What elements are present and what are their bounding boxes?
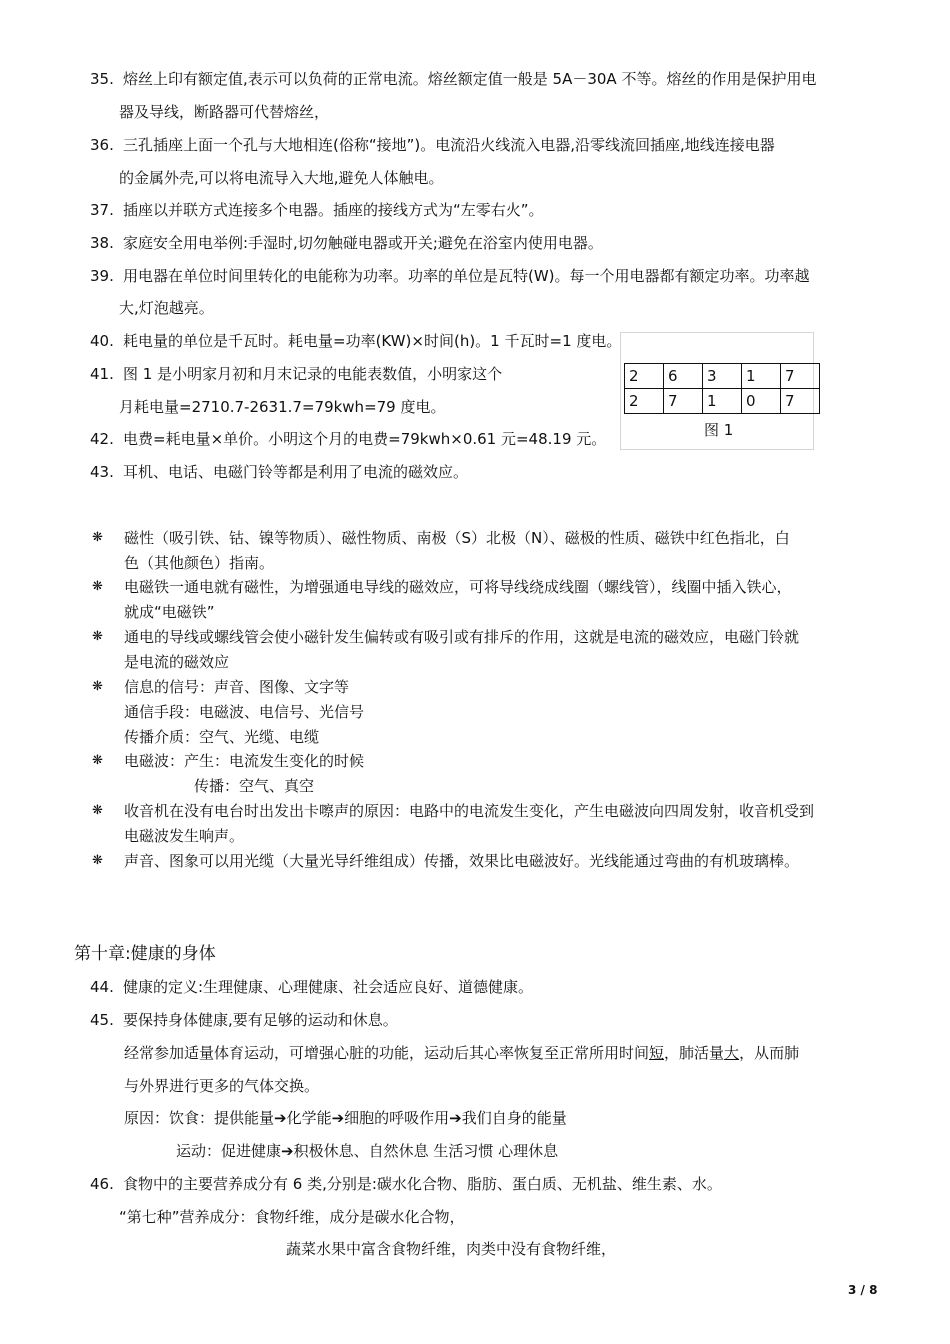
item-37-number: 37. [90,201,114,219]
item-41-text: 图 1 是小明家月初和月末记录的电能表数值，小明家这个 [123,365,503,383]
item-37-text: 插座以并联方式连接多个电器。插座的接线方式为“左零右火”。 [123,201,544,219]
underlined-short: 短 [649,1044,665,1062]
item-43-number: 43. [90,463,114,481]
bullet-6-text: 收音机在没有电台时出发出卡嚓声的原因：电路中的电流发生变化，产生电磁波向四周发射，收音机受到 [124,802,815,820]
item-46-fiber-text: “第七种”营养成分：食物纤维，成分是碳水化合物， [119,1208,465,1226]
underlined-large: 大 [724,1044,740,1062]
item-45-reason-exercise: 运动：促进健康➔积极休息、自然休息 生活习惯 心理休息 [176,1142,559,1160]
text-span: ，肺活量 [664,1044,725,1062]
item-45-reason-diet: 原因：饮食：提供能量➔化学能➔细胞的呼吸作用➔我们自身的能量 [124,1109,567,1127]
text-span: 经常参加适量体育运动，可增强心脏的功能，运动后其心率恢复至正常所用时间 [124,1044,650,1062]
bullet-icon: ❋ [92,530,103,545]
item-43-text: 耳机、电话、电磁门铃等都是利用了电流的磁效应。 [123,463,469,481]
meter-row-start [625,364,820,389]
meter-digit: 0 [742,389,781,414]
item-36-text-cont: 的金属外壳,可以将电流导入大地,避免人体触电。 [119,169,444,187]
meter-digit: 7 [781,389,820,414]
item-35-text: 熔丝上印有额定值,表示可以负荷的正常电流。熔丝额定值一般是 5A－30A 不等。熔丝的作用是保护用电 [123,70,817,88]
bullet-5-text: 电磁波：产生：电流发生变化的时候 [124,752,365,770]
bullet-2-text: 电磁铁一通电就有磁性，为增强通电导线的磁效应，可将导线绕成线圈（螺线管），线圈中插入铁心， [124,578,792,596]
item-40-text: 耗电量的单位是千瓦时。耗电量=功率(KW)×时间(h)。1 千瓦时=1 度电。 [123,332,622,350]
meter-digit: 1 [742,364,781,389]
meter-digit: 7 [781,364,820,389]
bullet-6-text-cont: 电磁波发生响声。 [124,827,245,845]
item-40-number: 40. [90,332,114,350]
meter-digit: 2 [625,389,664,414]
figure-1-caption: 图 1 [704,421,734,439]
item-41-text-cont: 月耗电量=2710.7-2631.7=79kwh=79 度电。 [119,398,446,416]
bullet-4-text: 信息的信号：声音、图像、文字等 [124,678,350,696]
item-42-number: 42. [90,430,114,448]
item-35-text-cont: 器及导线，断路器可代替熔丝， [119,103,330,121]
item-44-number: 44. [90,978,114,996]
meter-digit: 1 [703,389,742,414]
item-46-number: 46. [90,1175,114,1193]
item-38-number: 38. [90,234,114,252]
bullet-icon: ❋ [92,753,103,768]
item-39-text-cont: 大,灯泡越亮。 [119,299,214,317]
item-42-text: 电费=耗电量×单价。小明这个月的电费=79kwh×0.61 元=48.19 元。 [123,430,607,448]
bullet-icon: ❋ [92,579,103,594]
item-45-exercise-text-cont: 与外界进行更多的气体交换。 [124,1077,320,1095]
bullet-3-text: 通电的导线或螺线管会使小磁针发生偏转或有吸引或有排斥的作用，这就是电流的磁效应，电磁门铃就 [124,628,800,646]
item-44-text: 健康的定义:生理健康、心理健康、社会适应良好、道德健康。 [123,978,534,996]
meter-digit: 2 [625,364,664,389]
item-45-number: 45. [90,1011,114,1029]
bullet-1-text: 磁性（吸引铁、钴、镍等物质）、磁性物质、南极（S）北极（N）、磁极的性质、磁铁中红色指北，白 [124,529,790,547]
item-36-number: 36. [90,136,114,154]
item-39-number: 39. [90,267,114,285]
meter-digit: 3 [703,364,742,389]
bullet-icon: ❋ [92,679,103,694]
text-span: ，从而肺 [739,1044,800,1062]
meter-row-end [625,389,820,414]
bullet-icon: ❋ [92,853,103,868]
bullet-3-text-cont: 是电流的磁效应 [124,653,230,671]
meter-digit: 7 [664,389,703,414]
item-46-text: 食物中的主要营养成分有 6 类,分别是:碳水化合物、脂肪、蛋白质、无机盐、维生素、水。 [123,1175,722,1193]
bullet-2-text-cont: 就成“电磁铁” [124,603,215,621]
bullet-1-text-cont: 色（其他颜色）指南。 [124,554,275,572]
item-46-fiber-text-cont: 蔬菜水果中富含食物纤维，肉类中没有食物纤维， [286,1240,617,1258]
item-45-text: 要保持身体健康,要有足够的运动和休息。 [123,1011,398,1029]
meter-digit: 6 [664,364,703,389]
bullet-5-text-cont: 传播：空气、真空 [194,777,315,795]
item-45-exercise-text [124,1043,799,1063]
item-41-number: 41. [90,365,114,383]
bullet-icon: ❋ [92,803,103,818]
item-38-text: 家庭安全用电举例:手湿时,切勿触碰电器或开关;避免在浴室内使用电器。 [123,234,603,252]
bullet-4-text-2: 通信手段：电磁波、电信号、光信号 [124,703,365,721]
bullet-icon: ❋ [92,629,103,644]
item-39-text: 用电器在单位时间里转化的电能称为功率。功率的单位是瓦特(W)。每一个用电器都有额定功率。功率越 [123,267,810,285]
page-number: 3 / 8 [848,1283,878,1297]
meter-readings-table [624,363,820,414]
bullet-4-text-3: 传播介质：空气、光缆、电缆 [124,728,320,746]
chapter-10-title: 第十章:健康的身体 [74,944,216,964]
bullet-7-text: 声音、图象可以用光缆（大量光导纤维组成）传播，效果比电磁波好。光线能通过弯曲的有机玻璃棒。 [124,852,800,870]
item-35-number: 35. [90,70,114,88]
item-36-text: 三孔插座上面一个孔与大地相连(俗称“接地”)。电流沿火线流入电器,沿零线流回插座,地线连接电器 [123,136,775,154]
